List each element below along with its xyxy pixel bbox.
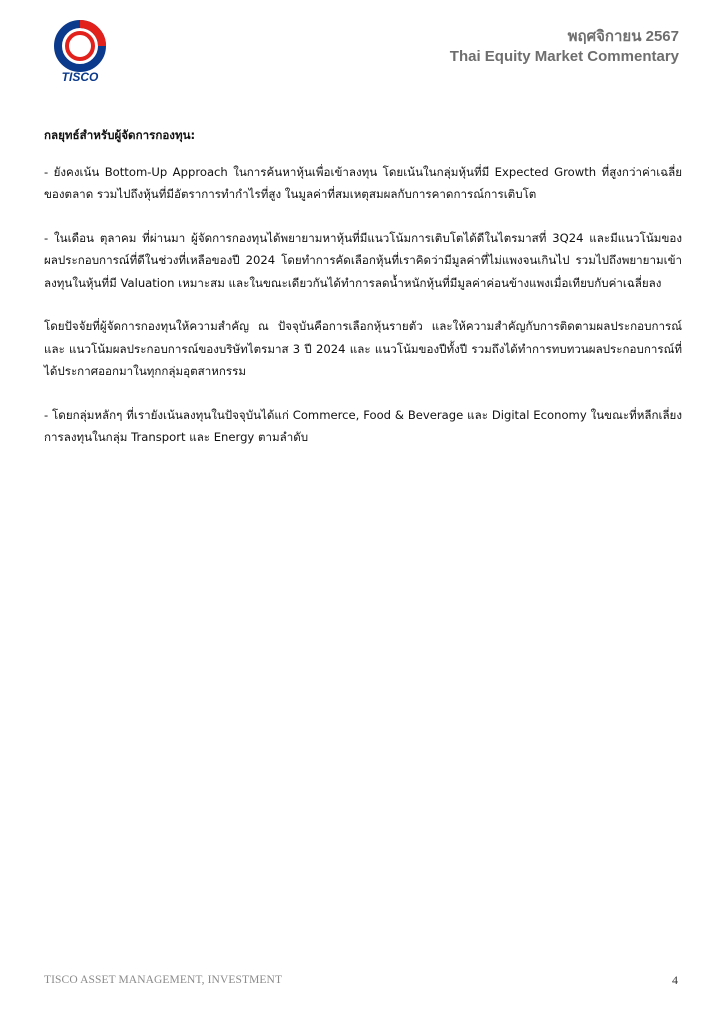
header-title: Thai Equity Market Commentary xyxy=(449,48,679,65)
document-body xyxy=(44,124,682,470)
logo-text: TISCO xyxy=(61,70,99,84)
page-header xyxy=(450,27,679,67)
paragraph-4: - โดยกลุ่มหลักๆ ที่เรายังเน้นลงทุนในปัจจุบันได้แก่ Commerce, Food & Beverage และ Digital Economy ในขณะที่หลีกเลี่ยงการลงทุนในกลุ่ม Transport และ Energy ตามลำดับ xyxy=(44,407,682,444)
paragraph-1: - ยังคงเน้น Bottom-Up Approach ในการค้นหาหุ้นเพื่อเข้าลงทุน โดยเน้นในกลุ่มหุ้นที่มี Expected Growth ที่สูงกว่าค่าเฉลี่ยของตลาด รวมไปถึงหุ้นที่มีอัตราการทำกำไรที่สูง ในมูลค่าที่สมเหตุสมผลกับการคาดการณ์การเติบโต xyxy=(44,164,682,201)
paragraph-3: โดยปัจจัยที่ผู้จัดการกองทุนให้ความสำคัญ ณ ปัจจุบันคือการเลือกหุ้นรายตัว และให้ความสำคัญกับการติดตามผลประกอบการณ์ และ แนวโน้มผลประกอบการณ์ของบริษัทไตรมาส 3 ปี 2024 และ แนวโน้มของปีทั้งปี รวมถึงได้ทำการทบทวนผลประกอบการณ์ที่ได้ประกาศออกมาในทุกกลุ่มอุตสาหกรรม xyxy=(44,319,682,378)
section-heading: กลยุทธ์สำหรับผู้จัดการกองทุน: xyxy=(44,128,196,142)
tisco-logo-icon xyxy=(54,20,106,72)
header-date: พฤศจิกายน 2567 xyxy=(567,28,679,45)
tisco-logo xyxy=(54,20,106,88)
page-number: 4 xyxy=(672,973,678,987)
paragraph-2: - ในเดือน ตุลาคม ที่ผ่านมา ผู้จัดการกองทุนได้พยายามหาหุ้นที่มีแนวโน้มการเติบโตได้ดีในไตรมาสที่ 3Q24 และมีแนวโน้มของผลประกอบการณ์ที่ดีในช่วงที่เหลือของปี 2024 โดยทำการคัดเลือกหุ้นที่เราคิดว่ามีมูลค่าที่ไม่แพงจนเกินไป รวมไปถึงพยายามเข้าลงทุนในหุ้นที่มี Valuation เหมาะสม และในขณะเดียวกันได้ทำการลดน้ำหนักหุ้นที่มีมูลค่าค่อนข้างแพงเมื่อเทียบกับค่าเฉลี่ยลง xyxy=(44,230,682,290)
footer-company: TISCO ASSET MANAGEMENT, INVESTMENT xyxy=(44,974,283,986)
